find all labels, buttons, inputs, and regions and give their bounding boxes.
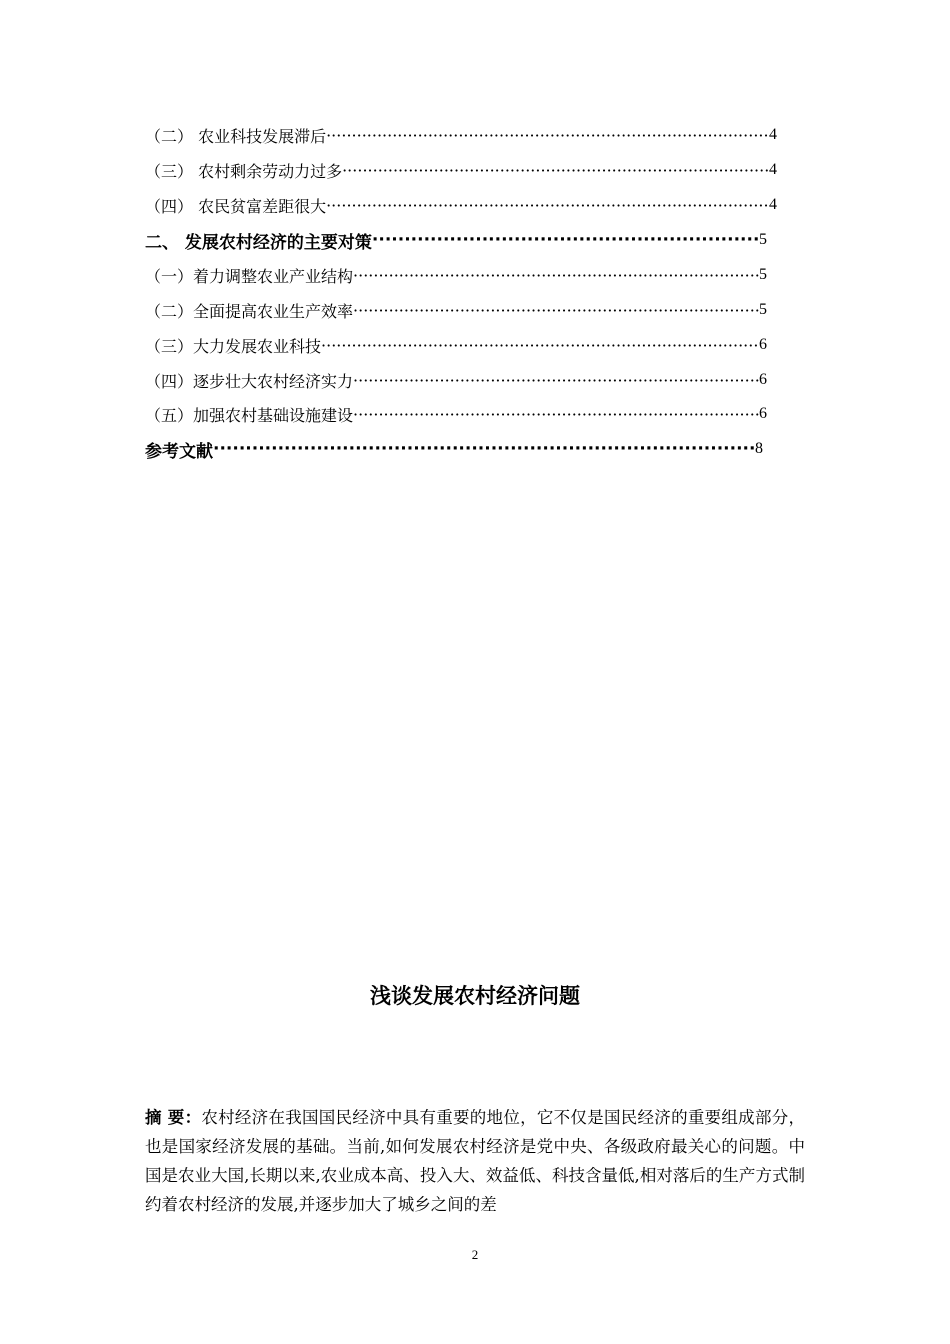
toc-entry[interactable]: [145, 295, 767, 325]
toc-dot-leader: [353, 266, 759, 285]
page-number: 2: [471, 1247, 479, 1262]
toc-entry-label: （二）全面提高农业生产效率: [145, 301, 354, 321]
abstract-label: 摘 要：: [145, 1108, 202, 1127]
toc-dot-leader: [326, 126, 769, 145]
toc-entry-label: 二、 发展农村经济的主要对策: [145, 232, 372, 253]
toc-entry[interactable]: [145, 365, 767, 395]
toc-dot-leader: [213, 439, 755, 459]
toc-entry-label: （二） 农业科技发展滞后: [145, 126, 327, 146]
toc-dot-leader: [326, 196, 769, 215]
toc-entry[interactable]: [145, 330, 767, 360]
toc-entry-label: 参考文献: [145, 441, 213, 462]
toc-entry-page: 4: [769, 196, 777, 213]
toc-dot-leader: [321, 336, 759, 355]
toc-entry-page: 5: [759, 301, 767, 318]
toc-entry-page: 4: [769, 161, 777, 178]
toc-entry-label: （四）逐步壮大农村经济实力: [145, 371, 354, 391]
toc-entry-page: 6: [759, 371, 767, 388]
toc-entry-page: 6: [759, 336, 767, 353]
abstract-paragraph: [145, 1103, 805, 1219]
toc-dot-leader: [353, 301, 759, 320]
toc-dot-leader: [353, 405, 759, 424]
toc-dot-leader: [353, 371, 759, 390]
toc-entry-label: （一）着力调整农业产业结构: [145, 266, 354, 286]
toc-entry-page: 8: [755, 440, 763, 457]
toc-entry[interactable]: [145, 155, 777, 185]
toc-entry-references[interactable]: [145, 434, 763, 464]
toc-entry-page: 5: [759, 266, 767, 283]
toc-entry[interactable]: [145, 260, 767, 290]
toc-entry-page: 5: [759, 231, 767, 248]
toc-dot-leader: [342, 161, 769, 180]
abstract-text: 农村经济在我国国民经济中具有重要的地位，它不仅是国民经济的重要组成部分，也是国家经济发展的基础。当前,如何发展农村经济是党中央、各级政府最关心的问题。中国是农业大国,长期以来,农业成本高、投入大、效益低、科技含量低,相对落后的生产方式制约着农村经济的发展,并逐步加大了城乡之间的差: [145, 1108, 806, 1214]
toc-entry-label: （五）加强农村基础设施建设: [145, 405, 354, 425]
toc-entry-page: 4: [769, 126, 777, 143]
toc-entry-label: （三）大力发展农业科技: [145, 336, 322, 356]
toc-entry-label: （四） 农民贫富差距很大: [145, 196, 327, 216]
article-title: 浅谈发展农村经济问题: [370, 984, 580, 1008]
toc-entry[interactable]: [145, 120, 777, 150]
toc-entry[interactable]: [145, 190, 777, 220]
toc-entry-label: （三） 农村剩余劳动力过多: [145, 161, 343, 181]
toc-entry[interactable]: [145, 399, 767, 429]
toc-entry-chapter[interactable]: [145, 225, 767, 255]
toc-dot-leader: [372, 230, 759, 250]
toc-entry-page: 6: [759, 405, 767, 422]
